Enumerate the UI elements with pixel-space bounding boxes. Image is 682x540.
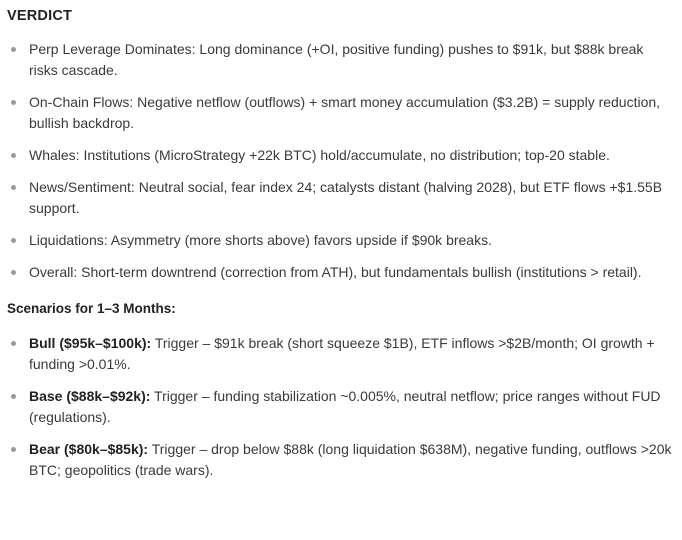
- bullet-icon: [11, 394, 16, 399]
- bullet-icon: [11, 238, 16, 243]
- item-text: Liquidations: Asymmetry (more shorts above) favors upside if $90k breaks.: [29, 232, 492, 248]
- scenario-label: Bull ($95k–$100k):: [29, 335, 152, 351]
- verdict-heading: VERDICT: [7, 8, 73, 24]
- item-text: On-Chain Flows: Negative netflow (outflows) + smart money accumulation ($3.2B) = supply reduction, bullish backdrop.: [29, 94, 661, 131]
- scenario-list: [7, 333, 674, 481]
- verdict-item-whales: [7, 145, 674, 166]
- verdict-item-overall: [7, 262, 674, 283]
- bullet-icon: [11, 47, 16, 52]
- bullet-icon: [11, 447, 16, 452]
- verdict-item-news-sentiment: [7, 177, 674, 219]
- verdict-list: [7, 39, 674, 283]
- verdict-item-perp-leverage: [7, 39, 674, 81]
- scenario-item-bull: [7, 333, 674, 375]
- item-text: Whales: Institutions (MicroStrategy +22k BTC) hold/accumulate, no distribution; top-20 stable.: [29, 147, 610, 163]
- bullet-icon: [11, 341, 16, 346]
- bullet-icon: [11, 153, 16, 158]
- scenario-text: Trigger – drop below $88k (long liquidation $638M), negative funding, outflows >20k BTC; geopolitics (trade wars).: [29, 441, 672, 478]
- verdict-item-liquidations: [7, 230, 674, 251]
- scenario-text: Trigger – funding stabilization ~0.005%, neutral netflow; price ranges without FUD (regulations).: [29, 388, 661, 425]
- scenario-text: Trigger – $91k break (short squeeze $1B), ETF inflows >$2B/month; OI growth + funding >0.01%.: [29, 335, 655, 372]
- verdict-item-on-chain-flows: [7, 92, 674, 134]
- scenario-label: Bear ($80k–$85k):: [29, 441, 149, 457]
- bullet-icon: [11, 185, 16, 190]
- bullet-icon: [11, 270, 16, 275]
- bullet-icon: [11, 100, 16, 105]
- item-text: Overall: Short-term downtrend (correction from ATH), but fundamentals bullish (institutions > retail).: [29, 264, 642, 280]
- scenario-item-base: [7, 386, 674, 428]
- item-text: News/Sentiment: Neutral social, fear index 24; catalysts distant (halving 2028), but ETF flows +$1.55B support.: [29, 179, 663, 216]
- scenario-label: Base ($88k–$92k):: [29, 388, 151, 404]
- scenario-item-bear: [7, 439, 674, 481]
- scenarios-heading: Scenarios for 1–3 Months:: [7, 301, 176, 316]
- item-text: Perp Leverage Dominates: Long dominance (+OI, positive funding) pushes to $91k, but $88k break risks cascade.: [29, 41, 644, 78]
